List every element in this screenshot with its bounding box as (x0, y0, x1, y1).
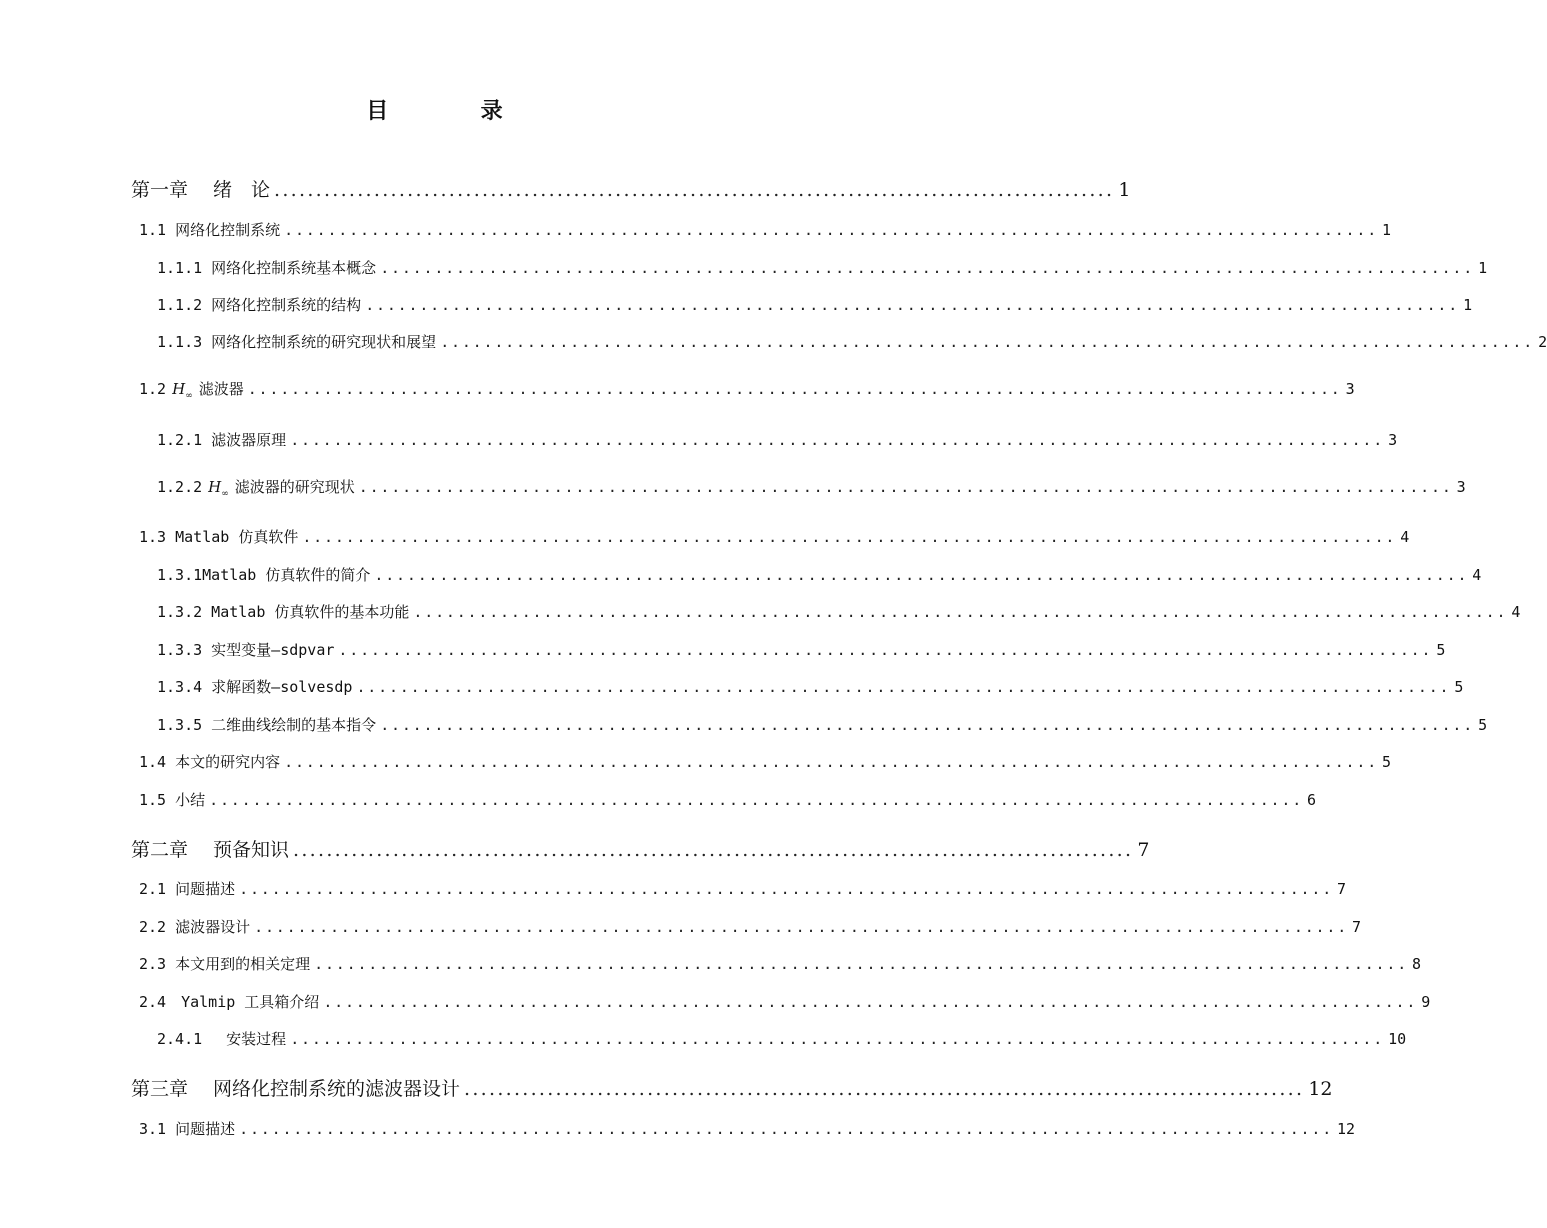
toc-entry-page: 9 (1421, 993, 1431, 1011)
leader-dots: ..................................................................................................... (209, 791, 1304, 809)
toc-entry[interactable] (157, 476, 1466, 499)
leader-dots: ..................................................................................................... (247, 380, 1342, 398)
leader-dots: ..................................................................................................... (323, 993, 1418, 1011)
toc-entry-label: 1.4 本文的研究内容 (139, 753, 281, 771)
section-number: 1.2.2 (157, 478, 203, 496)
h-infinity-symbol: $H_\infty$ (208, 478, 229, 499)
toc-entry-label: 1.3.3 实型变量—sdpvar (157, 641, 335, 659)
leader-dots: ..................................................................................................... (380, 716, 1475, 734)
leader-dots: ..................................................................................................... (290, 1030, 1385, 1048)
toc-entry[interactable] (139, 526, 1410, 547)
toc-entry-label: 1.2.1 滤波器原理 (157, 431, 287, 449)
toc-entry-label: 1.3.5 二维曲线绘制的基本指令 (157, 716, 377, 734)
toc-entry-label: 第一章 绪 论 (131, 179, 271, 201)
toc-entry[interactable] (139, 953, 1422, 974)
toc-entry[interactable] (139, 789, 1317, 810)
leader-dots: ..................................................................................................... (374, 566, 1469, 584)
leader-dots: ..................................................................................................... (380, 259, 1475, 277)
toc-entry-label: 1.3.2 Matlab 仿真软件的基本功能 (157, 603, 410, 621)
toc-entry[interactable] (157, 676, 1464, 697)
leader-dots: ..................................................................................................... (314, 955, 1409, 973)
leader-dots: ..................................................................................................... (293, 839, 1134, 861)
toc-entry-label (139, 378, 244, 401)
toc-entry-label: 1.5 小结 (139, 791, 206, 809)
toc-entry-page: 7 (1337, 880, 1347, 898)
toc-entry-label (157, 476, 355, 499)
leader-dots: ..................................................................................................... (464, 1078, 1305, 1100)
toc-entry[interactable] (157, 257, 1488, 278)
toc-entry[interactable] (139, 219, 1392, 240)
toc-entry-page: 1 (1382, 221, 1392, 239)
toc-entry-page: 3 (1388, 431, 1398, 449)
toc-entry-page: 5 (1478, 716, 1488, 734)
toc-entry-page: 5 (1436, 641, 1446, 659)
leader-dots: ..................................................................................................... (440, 333, 1535, 351)
toc-entry-label: 2.2 滤波器设计 (139, 918, 251, 936)
toc-entry[interactable] (139, 751, 1392, 772)
toc-entry-label: 1.3 Matlab 仿真软件 (139, 528, 299, 546)
toc-entry[interactable] (139, 1118, 1356, 1139)
toc-entry[interactable] (157, 714, 1488, 735)
leader-dots: ..................................................................................................... (254, 918, 1349, 936)
toc-entry-page: 12 (1308, 1078, 1333, 1100)
toc-entry-page: 1 (1478, 259, 1488, 277)
page-title: 目 录 (366, 98, 538, 124)
toc-entry-page: 4 (1472, 566, 1482, 584)
leader-dots: ..................................................................................................... (358, 478, 1453, 496)
toc-entry[interactable] (157, 601, 1521, 622)
toc-entry[interactable] (131, 835, 1150, 862)
toc-entry-page: 1 (1463, 296, 1473, 314)
leader-dots: ..................................................................................................... (302, 528, 1397, 546)
toc-entry-page: 4 (1511, 603, 1521, 621)
toc-entry[interactable] (157, 639, 1446, 660)
toc-entry-label: 1.1.1 网络化控制系统基本概念 (157, 259, 377, 277)
leader-dots: ..................................................................................................... (365, 296, 1460, 314)
toc-entry[interactable] (157, 331, 1547, 352)
toc-entry-label: 1.3.4 求解函数—solvesdp (157, 678, 353, 696)
toc-entry-label: 2.1 问题描述 (139, 880, 236, 898)
toc-entry-page: 12 (1337, 1120, 1356, 1138)
toc-entry[interactable] (139, 991, 1431, 1012)
toc-entry[interactable] (139, 878, 1347, 899)
toc-entry-page: 5 (1382, 753, 1392, 771)
toc-entry-label: 1.1.2 网络化控制系统的结构 (157, 296, 362, 314)
leader-dots: ..................................................................................................... (413, 603, 1508, 621)
toc-entry-page: 3 (1456, 478, 1466, 496)
toc-entry-page: 7 (1352, 918, 1362, 936)
toc-entry-label: 1.1 网络化控制系统 (139, 221, 281, 239)
section-title: 滤波器 (198, 380, 244, 398)
toc-entry[interactable] (139, 916, 1362, 937)
toc-entry-label: 第三章 网络化控制系统的滤波器设计 (131, 1078, 461, 1100)
section-number: 1.2 (139, 380, 167, 398)
toc-entry-page: 3 (1345, 380, 1355, 398)
toc-entry[interactable] (157, 429, 1398, 450)
toc-entry-label: 1.3.1Matlab 仿真软件的简介 (157, 566, 371, 584)
toc-entry[interactable] (131, 1074, 1333, 1101)
leader-dots: ..................................................................................................... (338, 641, 1433, 659)
toc-entry-page: 4 (1400, 528, 1410, 546)
toc-entry-page: 6 (1307, 791, 1317, 809)
leader-dots: ..................................................................................................... (284, 753, 1379, 771)
toc-entry-label: 2.4.1 安装过程 (157, 1030, 287, 1048)
toc-entry-label: 第二章 预备知识 (131, 839, 290, 861)
toc-entry-page: 10 (1388, 1030, 1407, 1048)
toc-entry[interactable] (139, 378, 1355, 401)
toc-entry-page: 8 (1412, 955, 1422, 973)
toc-entry[interactable] (157, 294, 1473, 315)
leader-dots: ..................................................................................................... (239, 880, 1334, 898)
leader-dots: ..................................................................................................... (274, 179, 1115, 201)
toc-entry-label: 2.4 Yalmip 工具箱介绍 (139, 993, 320, 1011)
toc-entry-label: 1.1.3 网络化控制系统的研究现状和展望 (157, 333, 437, 351)
toc-entry-label: 3.1 问题描述 (139, 1120, 236, 1138)
leader-dots: ..................................................................................................... (356, 678, 1451, 696)
section-title: 滤波器的研究现状 (234, 478, 355, 496)
toc-entry-label: 2.3 本文用到的相关定理 (139, 955, 311, 973)
leader-dots: ..................................................................................................... (284, 221, 1379, 239)
toc-entry[interactable] (157, 564, 1482, 585)
toc-entry-page: 7 (1137, 839, 1150, 861)
toc-entry-page: 1 (1118, 179, 1131, 201)
toc-entry-page: 5 (1454, 678, 1464, 696)
leader-dots: ..................................................................................................... (290, 431, 1385, 449)
toc-entry[interactable] (131, 175, 1131, 202)
toc-entry-page: 2 (1538, 333, 1547, 351)
leader-dots: ..................................................................................................... (239, 1120, 1334, 1138)
h-infinity-symbol: $H_\infty$ (172, 380, 193, 401)
toc-entry[interactable] (157, 1028, 1407, 1049)
